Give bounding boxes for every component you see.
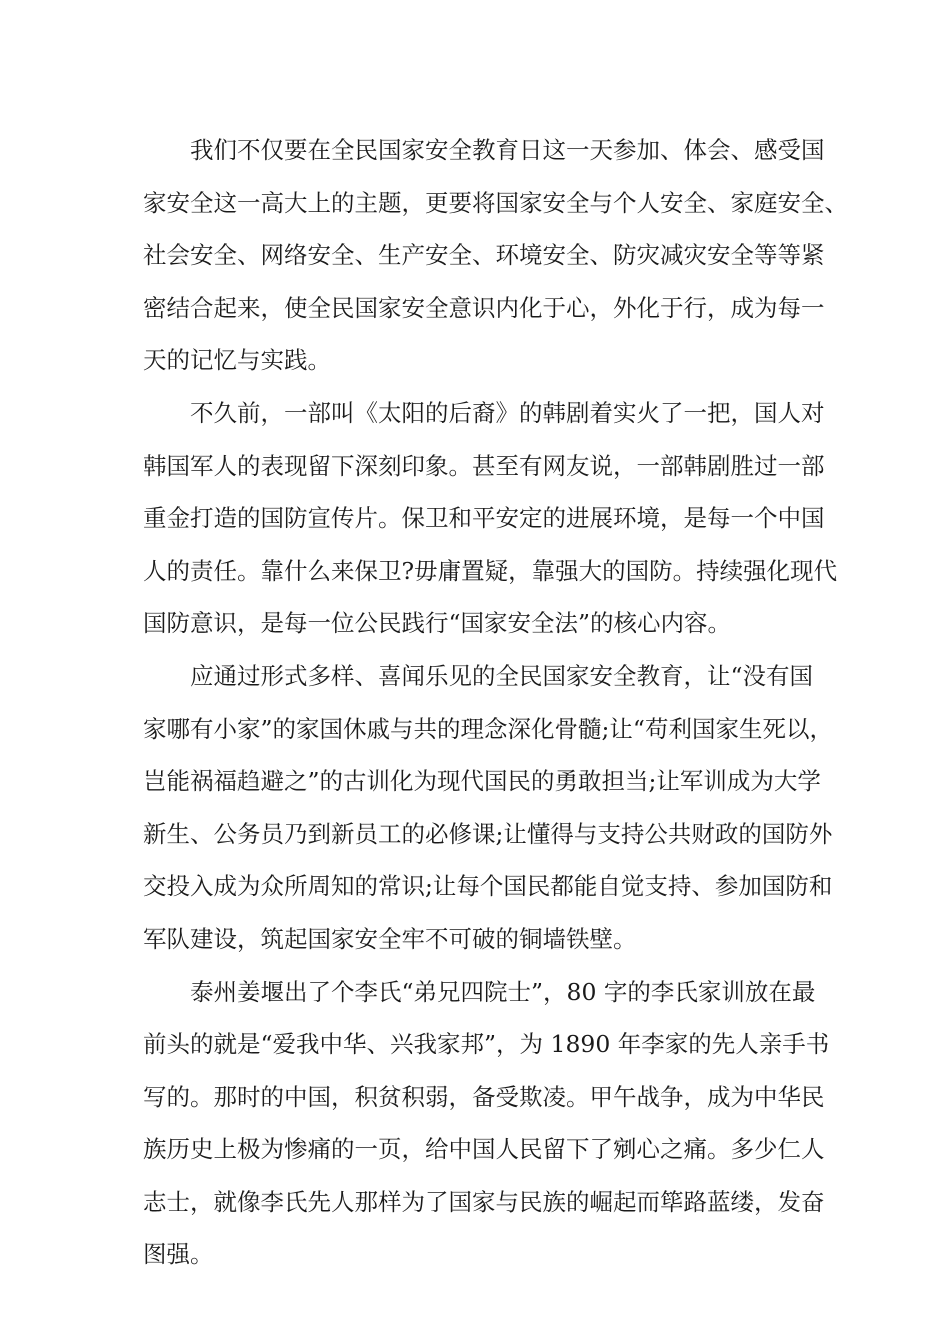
paragraph-line: 重金打造的国防宣传片。保卫和平安定的进展环境，是每一个中国 [143, 504, 825, 533]
paragraph-line: 志士，就像李氏先人那样为了国家与民族的崛起而筚路蓝缕，发奋 [143, 1187, 825, 1216]
paragraph-line: 岂能祸福趋避之”的古训化为现代国民的勇敢担当;让军训成为大学 [143, 767, 821, 796]
paragraph-line: 军队建设，筑起国家安全牢不可破的铜墙铁壁。 [143, 924, 637, 953]
paragraph-line: 家安全这一高大上的主题，更要将国家安全与个人安全、家庭安全、 [143, 188, 848, 217]
paragraph-line: 族历史上极为惨痛的一页，给中国人民留下了剜心之痛。多少仁人 [143, 1135, 825, 1164]
paragraph-line: 前头的就是“爱我中华、兴我家邦”，为 1890 年李家的先人亲手书 [143, 1030, 830, 1059]
paragraph-line: 密结合起来，使全民国家安全意识内化于心，外化于行，成为每一 [143, 293, 825, 322]
paragraph-line: 国防意识，是每一位公民践行“国家安全法”的核心内容。 [143, 609, 732, 638]
paragraph-line: 写的。那时的中国，积贫积弱，备受欺凌。甲午战争，成为中华民 [143, 1082, 825, 1111]
paragraph-4 [143, 966, 830, 1282]
paragraph-line: 图强。 [143, 1240, 214, 1269]
paragraph-line: 交投入成为众所周知的常识;让每个国民都能自觉支持、参加国防和 [143, 872, 833, 901]
paragraph-line: 新生、公务员乃到新员工的必修课;让懂得与支持公共财政的国防外 [143, 819, 833, 848]
paragraph-3 [143, 650, 833, 966]
paragraph-line: 家哪有小家”的家国休戚与共的理念深化骨髓;让“苟利国家生死以， [143, 714, 833, 743]
paragraph-line: 天的记忆与实践。 [143, 346, 331, 375]
paragraph-line: 应通过形式多样、喜闻乐见的全民国家安全教育，让“没有国 [190, 661, 814, 690]
paragraph-line: 不久前，一部叫《太阳的后裔》的韩剧着实火了一把，国人对 [190, 398, 825, 427]
paragraph-line: 社会安全、网络安全、生产安全、环境安全、防灾减灾安全等等紧 [143, 241, 825, 270]
document-body [143, 124, 848, 1281]
paragraph-line: 韩国军人的表现留下深刻印象。甚至有网友说，一部韩剧胜过一部 [143, 451, 825, 480]
paragraph-line: 人的责任。靠什么来保卫?毋庸置疑，靠强大的国防。持续强化现代 [143, 556, 838, 585]
paragraph-line: 我们不仅要在全民国家安全教育日这一天参加、体会、感受国 [190, 136, 825, 164]
paragraph-2 [143, 387, 838, 650]
paragraph-line: 泰州姜堰出了个李氏“弟兄四院士”，80 字的李氏家训放在最 [190, 977, 816, 1006]
paragraph-1 [143, 124, 848, 387]
